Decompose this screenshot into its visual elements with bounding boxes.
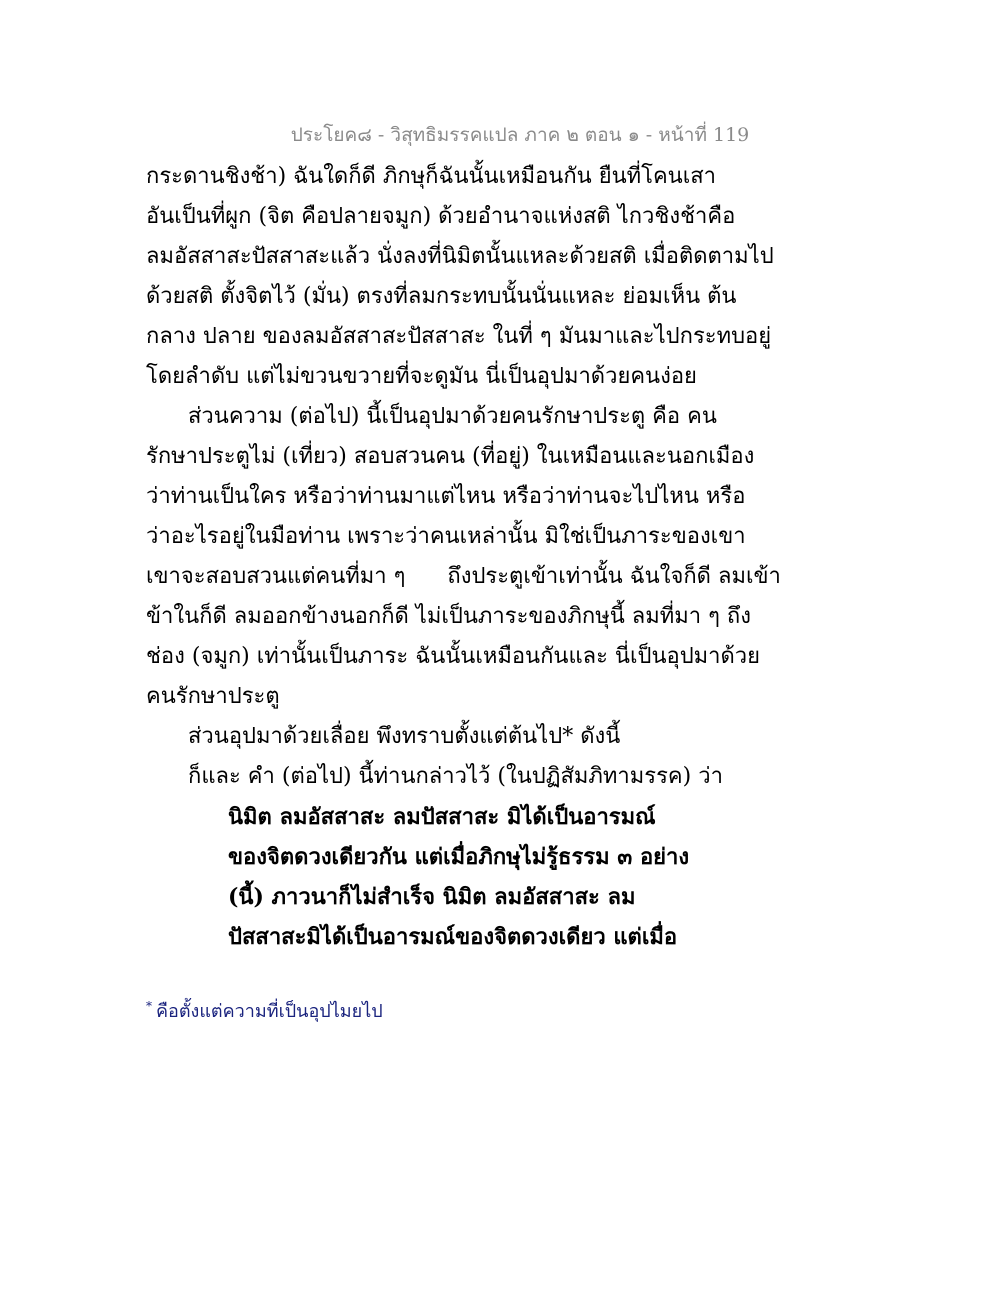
page-header: ประโยค๘ - วิสุทธิมรรคแปล ภาค ๒ ตอน ๑ - หน้าที่ 119 xyxy=(290,124,750,146)
quote-block xyxy=(146,797,866,957)
paragraph-start-line: ก็และ คำ (ต่อไป) นี้ท่านกล่าวไว้ (ในปฏิสัมภิทามรรค) ว่า xyxy=(188,764,723,789)
body-text xyxy=(146,157,866,957)
text-line: อันเป็นที่ผูก (จิต คือปลายจมูก) ด้วยอำนาจแห่งสติ ไกวชิงช้าคือ xyxy=(146,204,736,229)
text-line: ว่าท่านเป็นใคร หรือว่าท่านมาแต่ไหน หรือว่าท่านจะไปไหน หรือ xyxy=(146,484,746,509)
text-line: กลาง ปลาย ของลมอัสสาสะปัสสาสะ ในที่ ๆ มันมาและไปกระทบอยู่ xyxy=(146,324,772,349)
text-line: กระดานชิงช้า) ฉันใดก็ดี ภิกษุก็ฉันนั้นเหมือนกัน ยืนที่โคนเสา xyxy=(146,164,717,189)
text-line: ข้าในก็ดี ลมออกข้างนอกก็ดี ไม่เป็นภาระของภิกษุนี้ ลมที่มา ๆ ถึง xyxy=(146,604,751,629)
footnote xyxy=(146,996,383,1025)
text-line: เขาจะสอบสวนแต่คนที่มา ๆ ถึงประตูเข้าเท่านั้น ฉันใจก็ดี ลมเข้า xyxy=(146,564,781,589)
paragraph-start-line: ส่วนความ (ต่อไป) นี้เป็นอุปมาด้วยคนรักษาประตู คือ คน xyxy=(188,404,717,429)
quote-line: ของจิตดวงเดียวกัน แต่เมื่อภิกษุไม่รู้ธรรม ๓ อย่าง xyxy=(228,844,690,870)
text-line: ว่าอะไรอยู่ในมือท่าน เพราะว่าคนเหล่านั้น มิใช่เป็นภาระของเขา xyxy=(146,524,746,549)
text-line: คนรักษาประตู xyxy=(146,684,280,709)
footnote-text: คือตั้งแต่ความที่เป็นอุปไมยไป xyxy=(156,1001,383,1022)
text-line: ช่อง (จมูก) เท่านั้นเป็นภาระ ฉันนั้นเหมือนกันและ นี่เป็นอุปมาด้วย xyxy=(146,644,761,669)
text-line: รักษาประตูไม่ (เที่ยว) สอบสวนคน (ที่อยู่) ในเหมือนและนอกเมือง xyxy=(146,444,755,469)
footnote-mark: * xyxy=(146,999,152,1013)
text-line: โดยลำดับ แต่ไม่ขวนขวายที่จะดูมัน นี่เป็นอุปมาด้วยคนง่อย xyxy=(146,364,697,389)
text-line: ด้วยสติ ตั้งจิตไว้ (มั่น) ตรงที่ลมกระทบนั้นนั่นแหละ ย่อมเห็น ต้น xyxy=(146,284,737,309)
text-line: ลมอัสสาสะปัสสาสะแล้ว นั่งลงที่นิมิตนั้นแหละด้วยสติ เมื่อติดตามไป xyxy=(146,244,774,269)
quote-line: นิมิต ลมอัสสาสะ ลมปัสสาสะ มิได้เป็นอารมณ์ xyxy=(228,804,656,830)
quote-line: (นี้) ภาวนาก็ไม่สำเร็จ นิมิต ลมอัสสาสะ ลม xyxy=(228,884,636,910)
quote-line: ปัสสาสะมิได้เป็นอารมณ์ของจิตดวงเดียว แต่เมื่อ xyxy=(228,924,678,950)
paragraph-start-line: ส่วนอุปมาด้วยเลื่อย พึงทราบตั้งแต่ต้นไป* ดังนี้ xyxy=(188,724,621,749)
